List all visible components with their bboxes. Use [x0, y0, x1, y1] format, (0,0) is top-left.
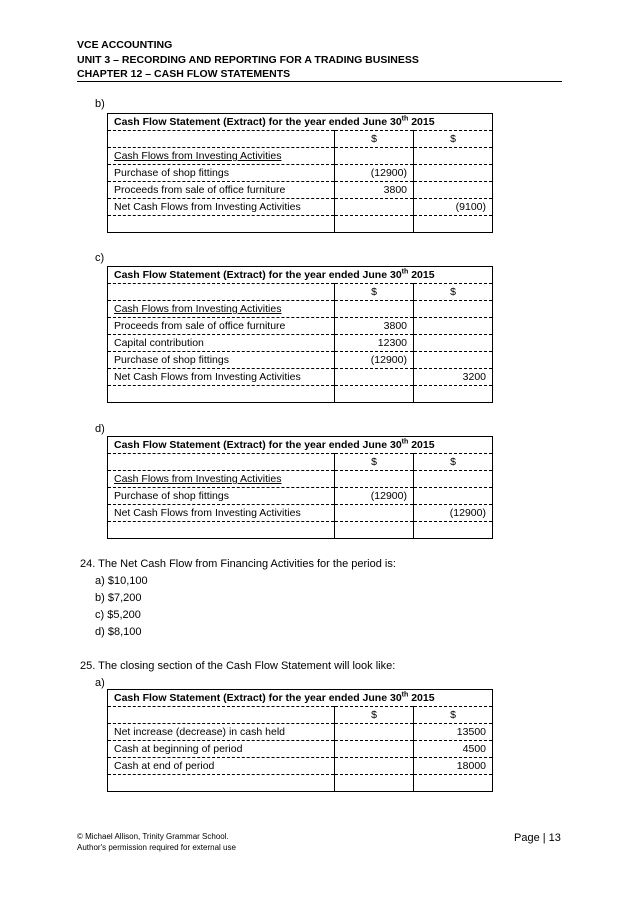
table-row: Net Cash Flows from Investing Activities 3200 [108, 369, 493, 386]
table-row [108, 471, 493, 488]
cash-flow-table-d [107, 436, 493, 539]
table-row [108, 301, 493, 318]
section-heading: Cash Flows from Investing Activities [114, 473, 282, 485]
cash-flow-table-c [107, 266, 493, 403]
column-header-dollars: $ [414, 454, 493, 471]
cash-flow-table-a [107, 689, 493, 792]
column-header-dollars: $ [335, 707, 414, 724]
table-title: Cash Flow Statement (Extract) for the year ended June 30th 2015 [108, 437, 493, 454]
table-row [108, 216, 493, 233]
cash-flow-table-b [107, 113, 493, 233]
option-label-b: b) [95, 98, 105, 110]
question-24: 24. The Net Cash Flow from Financing Activities for the period is: [80, 558, 396, 570]
header-chapter: CHAPTER 12 – CASH FLOW STATEMENTS [77, 68, 291, 80]
section-heading: Cash Flows from Investing Activities [114, 150, 282, 162]
table-title: Cash Flow Statement (Extract) for the year ended June 30th 2015 [108, 114, 493, 131]
section-heading: Cash Flows from Investing Activities [114, 303, 282, 315]
column-header-dollars: $ [414, 284, 493, 301]
table-row: Cash at beginning of period 4500 [108, 741, 493, 758]
table-row: Proceeds from sale of office furniture 3800 [108, 318, 493, 335]
option-label-d: d) [95, 423, 105, 435]
answer-option-d: d) $8,100 [95, 626, 142, 638]
table-row: Capital contribution 12300 [108, 335, 493, 352]
document-header [77, 38, 562, 82]
column-header-dollars: $ [335, 454, 414, 471]
answer-option-a: a) $10,100 [95, 575, 148, 587]
footer-copyright [77, 831, 236, 853]
column-header-dollars: $ [335, 284, 414, 301]
table-row [108, 148, 493, 165]
answer-option-c: c) $5,200 [95, 609, 141, 621]
option-label-c: c) [95, 252, 105, 264]
permission-line: Author's permission required for external use [77, 843, 236, 852]
table-row: Cash at end of period 18000 [108, 758, 493, 775]
table-row: Net Cash Flows from Investing Activities (12900) [108, 505, 493, 522]
table-row [108, 775, 493, 792]
table-title: Cash Flow Statement (Extract) for the year ended June 30th 2015 [108, 267, 493, 284]
table-row: Purchase of shop fittings (12900) [108, 352, 493, 369]
header-rule [77, 81, 562, 82]
table-title: Cash Flow Statement (Extract) for the year ended June 30th 2015 [108, 690, 493, 707]
table-row: Purchase of shop fittings (12900) [108, 165, 493, 182]
table-row: Net Cash Flows from Investing Activities (9100) [108, 199, 493, 216]
table-row: Proceeds from sale of office furniture 3800 [108, 182, 493, 199]
page-number: Page | 13 [514, 832, 561, 844]
answer-option-b: b) $7,200 [95, 592, 142, 604]
column-header-dollars: $ [335, 131, 414, 148]
table-row [108, 386, 493, 403]
header-course: VCE ACCOUNTING [77, 39, 173, 51]
table-row: Net increase (decrease) in cash held 13500 [108, 724, 493, 741]
table-row: Purchase of shop fittings (12900) [108, 488, 493, 505]
copyright-line: © Michael Allison, Trinity Grammar School. [77, 832, 229, 841]
option-label-a: a) [95, 677, 105, 689]
question-25: 25. The closing section of the Cash Flow Statement will look like: [80, 660, 396, 672]
column-header-dollars: $ [414, 707, 493, 724]
header-unit: UNIT 3 – RECORDING AND REPORTING FOR A TRADING BUSINESS [77, 53, 419, 66]
column-header-dollars: $ [414, 131, 493, 148]
table-row [108, 522, 493, 539]
